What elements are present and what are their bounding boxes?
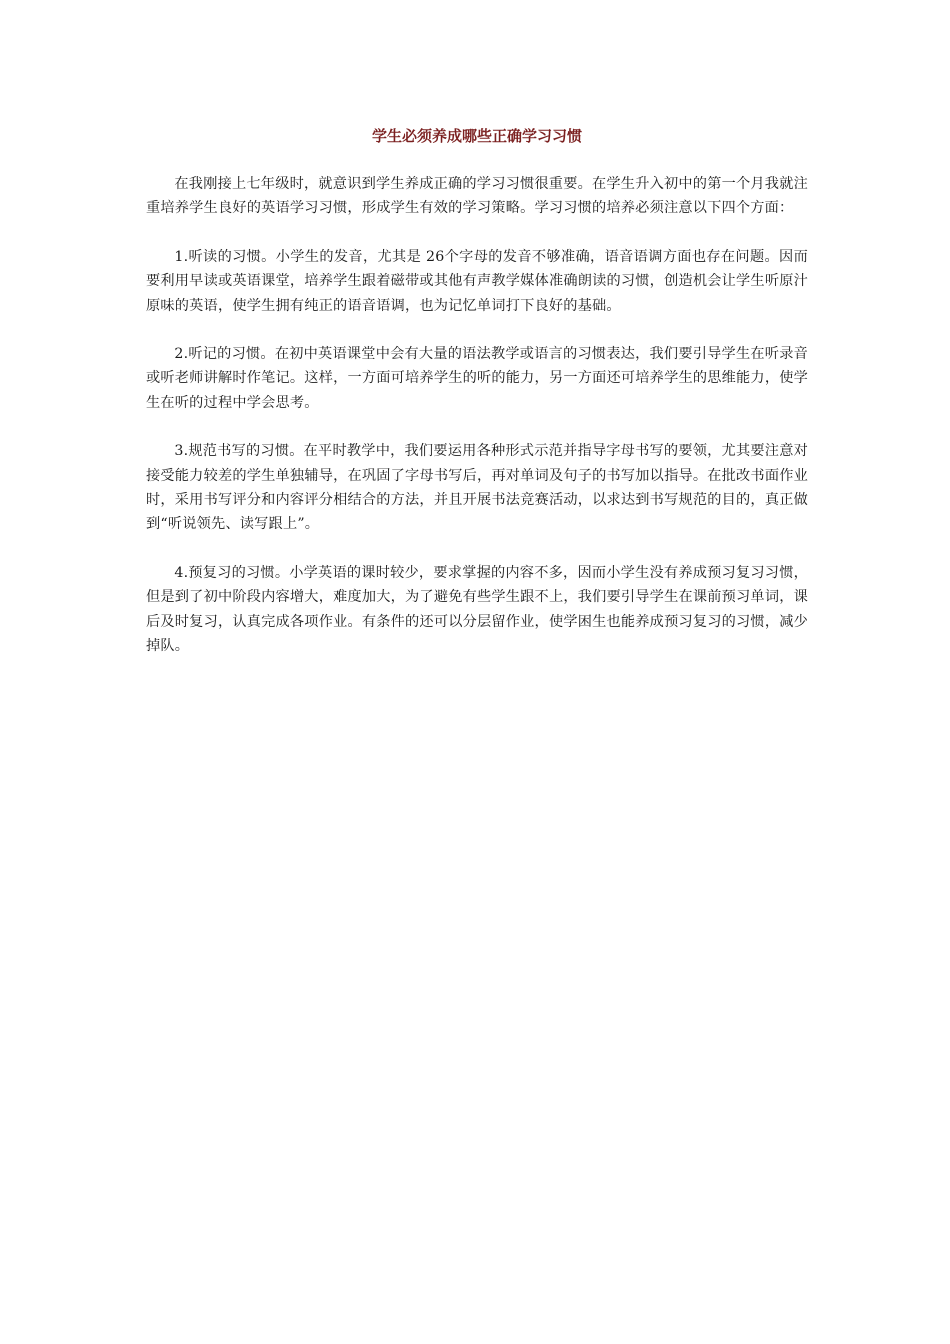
document-title: 学生必须养成哪些正确学习习惯 — [371, 127, 582, 145]
intro-paragraph: 在我刚接上七年级时，就意识到学生养成正确的学习习惯很重要。在学生升入初中的第一个月我就注重培养学生良好的英语学习习惯，形成学生有效的学习策略。学习习惯的培养必须注意以下四个方面： — [146, 176, 808, 217]
paragraph-handwriting: 3.规范书写的习惯。在平时教学中，我们要运用各种形式示范并指导字母书写的要领，尤其要注意对接受能力较差的学生单独辅导，在巩固了字母书写后，再对单词及句子的书写加以指导。在批改书面作业时，采用书写评分和内容评分相结合的方法，并且开展书法竞赛活动，以求达到书写规范的目的，真正做到“听说领先、读写跟上”。 — [146, 443, 808, 533]
paragraph-preview-review: 4.预复习的习惯。小学英语的课时较少，要求掌握的内容不多，因而小学生没有养成预习复习习惯，但是到了初中阶段内容增大，难度加大，为了避免有些学生跟不上，我们要引导学生在课前预习单词，课后及时复习，认真完成各项作业。有条件的还可以分层留作业，使学困生也能养成预习复习的习惯，减少掉队。 — [146, 564, 808, 655]
document-body — [146, 124, 808, 683]
paragraph-listening-notes: 2.听记的习惯。在初中英语课堂中会有大量的语法教学或语言的习惯表达，我们要引导学生在听录音或听老师讲解时作笔记。这样，一方面可培养学生的听的能力，另一方面还可培养学生的思维能力，使学生在听的过程中学会思考。 — [146, 346, 808, 411]
paragraph-listening-reading: 1.听读的习惯。小学生的发音，尤其是 26个字母的发音不够准确，语音语调方面也存在问题。因而要利用早读或英语课堂，培养学生跟着磁带或其他有声教学媒体准确朗读的习惯，创造机会让学生听原汁原味的英语，使学生拥有纯正的语音语调，也为记忆单词打下良好的基础。 — [146, 248, 808, 314]
